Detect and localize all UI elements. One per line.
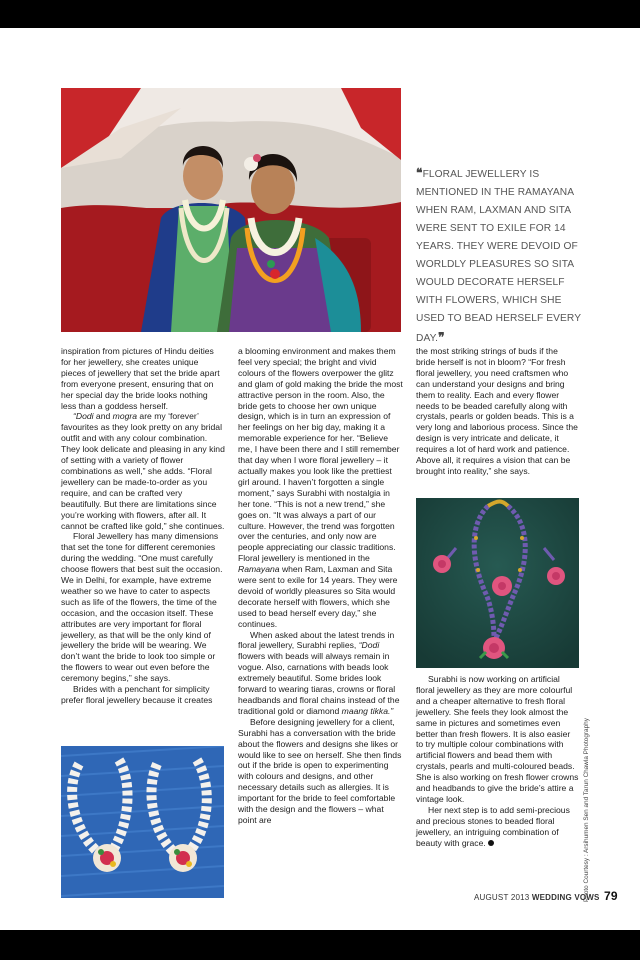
paragraph: the most striking strings of buds if the bride herself is not in bloom? “For fresh floral jewellery, you need craftsmen who can understand your designs and bring them to reality. Each and every flower needs to be beaded carefully along with crystals, pearls or golden beads. This is a very long and laborious process. Since the design is very intricate and delicate, it requires a lot of hard work and patience. Above all, it requires a vision that can be brought into reality,” she says. xyxy=(416,346,578,476)
paragraph: Surabhi is now working on artificial floral jewellery as they are more colourful and a cheaper alternative to fresh floral jewellery. She feels they look almost the same in pictures and sometimes even better than fresh flowers. It is also easier to try multiple colour combinations with artificial flowers and bead them with crystals, pearls and multi-coloured beads. She is also working on fresh flower crowns and headbands to give the bride’s attire a vintage look. xyxy=(416,674,579,804)
beaded-necklace-photo xyxy=(416,498,579,668)
paragraph: When asked about the latest trends in floral jewellery, Surabhi replies, “Dodi flowers with beads will always remain in vogue. Also, carnations with beads look extremely beautiful. Some brides look forward to wearing tiaras, crowns or floral headbands and floral chains instead of the traditional gold or diamond maang tikka.” xyxy=(238,629,400,716)
quote-close-mark: ❞ xyxy=(438,330,445,344)
paragraph: Her next step is to add semi-precious and precious stones to beaded floral jewellery, an intriguing combination of beauty with grace. xyxy=(416,804,570,848)
article-column-3-lower xyxy=(416,674,579,849)
paragraph: “Dodi and mogra are my ‘forever’ favourites as they look pretty on any bridal outfit and with any colour combination. They look delicate and pleasing in any kind of setting with a variety of flower combinations as well,” she adds. “Floral jewellery can be made-to-order as you require, and can be crafted very beautifully. But there are limitations since you’re working with flowers, after all. It cannot be crafted like gold,” she continues. xyxy=(61,411,225,531)
magazine-page xyxy=(0,28,640,930)
magazine-name: WEDDING VOWS xyxy=(531,893,600,902)
article-column-1 xyxy=(61,346,225,706)
article-column-2 xyxy=(238,346,404,826)
quote-open-mark: ❝ xyxy=(416,166,423,180)
paragraph: Brides with a penchant for simplicity prefer floral jewellery because it creates xyxy=(61,684,213,705)
pull-quote-text: FLORAL JEWELLERY IS MENTIONED IN THE RAMAYANA WHEN RAM, LAXMAN AND SITA WERE SENT TO EXILE FOR 14 YEARS. THEY WERE DEVOID OF WORLDLY PLEASURES SO SITA WOULD DECORATE HERSELF WITH FLOWERS, WHICH SHE USED TO BEAD HERSELF EVERY DAY. xyxy=(416,169,581,344)
issue-date: AUGUST 2013 xyxy=(474,893,530,902)
photo-credit: Photo Courtesy : Arsihumen Sen and Tarun Chawla Photography xyxy=(583,718,590,902)
page-number: 79 xyxy=(604,889,618,903)
brides-photo xyxy=(61,88,401,332)
paragraph: inspiration from pictures of Hindu deities for her jewellery, she creates unique pieces of jewellery that set the bride apart from everyone present, ensuring that on her special day the bride looks nothing less than a goddess herself. xyxy=(61,346,220,411)
paragraph: a blooming environment and makes them feel very special; the bright and vivid colours of the flowers overpower the glitz and glam of gold making the bride the most attractive person in the room. Also, the bride gets to choose her own unique design, which is in turn an expression of her feelings on her big day, making it a memorable experience for her. “Believe me, I have been there and I still remember that day when I wore floral jewellery – it actually makes you look like the prettiest girl around. I haven’t forgotten a single moment,” says Surabhi with nostalgia in her tone. “This is not a new trend,” she goes on. “It was always a part of our culture. However, the trend was forgotten over the centuries, and only now are people appreciating our classic traditions. Floral jewellery is mentioned in the Ramayana when Ram, Laxman and Sita were sent to exile for 14 years. They were devoid of worldly pleasures so Sita would decorate herself with flowers, which she used to bead herself every day,” she continues. xyxy=(238,346,403,629)
pull-quote xyxy=(416,164,586,348)
paragraph: Floral Jewellery has many dimensions that set the tone for different ceremonies during the wedding. “One must carefully choose flowers that best suit the occasion. We in Delhi, for example, have extreme weather so we have to cater to aspects such as life of the flowers, the time of the occasion, and the occasion itself. These attributes are very important for floral jewellery, as that will be the only kind of jewellery the bride will be wearing. We don’t want the bride to look too simple or the flowers to wear out even before the ceremony begins,” she says. xyxy=(61,531,223,684)
page-footer xyxy=(474,889,618,903)
floral-jewellery-photo xyxy=(61,746,224,898)
article-column-3 xyxy=(416,346,579,477)
end-mark-icon xyxy=(488,840,494,846)
paragraph: Before designing jewellery for a client, Surabhi has a conversation with the bride about the flowers and designs she likes or would like to see on herself. She then finds out if the bride is open to experimenting with colours and designs, and other necessary details such as allergies. It is important for the bride to feel comfortable with the design and the flowers – what point are xyxy=(238,716,402,825)
